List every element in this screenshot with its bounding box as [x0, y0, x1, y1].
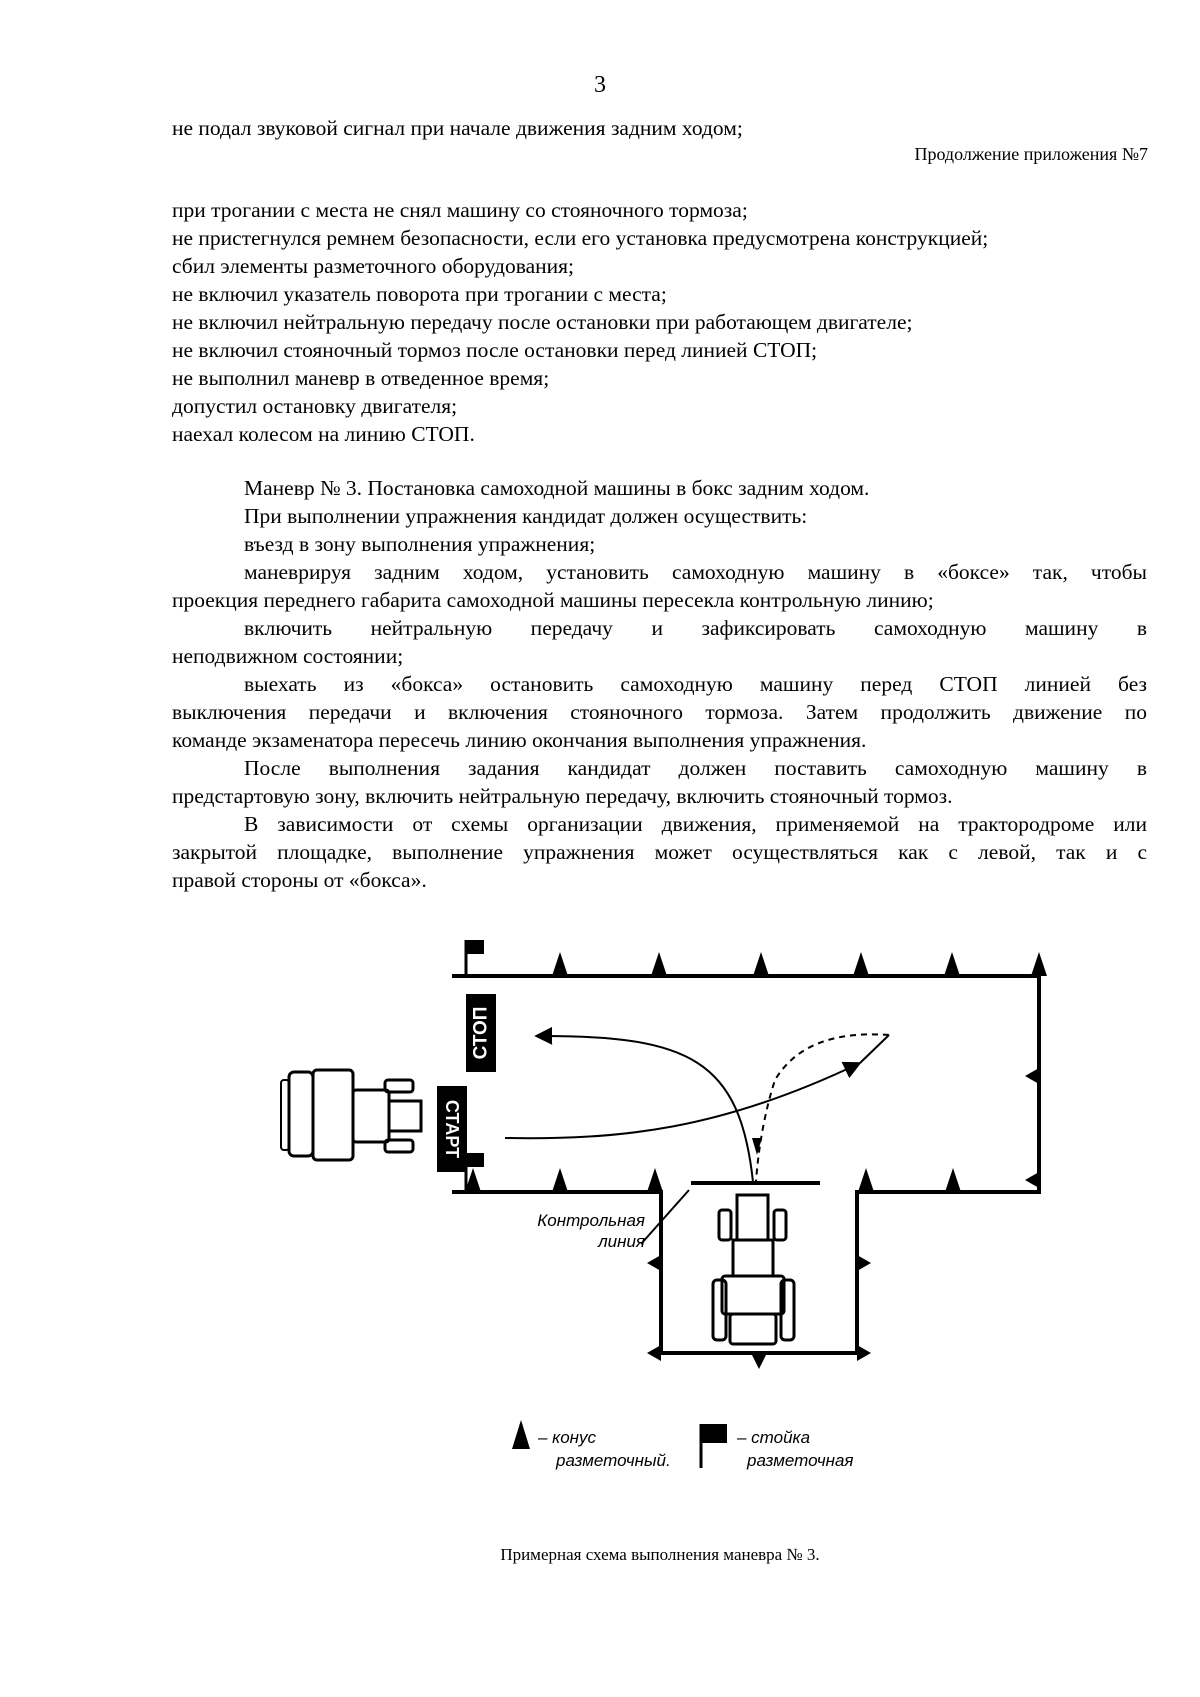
stop-label: СТОП	[470, 1006, 492, 1060]
cone	[647, 1255, 661, 1271]
legend-post-label: разметочная	[747, 1451, 854, 1470]
tractor-box-icon	[713, 1195, 794, 1344]
legend-cone-label: – конус	[538, 1428, 597, 1447]
maneuver-scheme-note: закрытой площадке, выполнение упражнения может осуществляться как с левой, так и с	[172, 840, 1147, 864]
cone	[651, 952, 667, 976]
annex-label: Продолжение приложения №7	[914, 144, 1148, 164]
stop-sign	[466, 994, 496, 1072]
maneuver-step: въезд в зону выполнения упражнения;	[244, 532, 596, 556]
maneuver-title: Маневр № 3. Постановка самоходной машины в бокс задним ходом.	[244, 476, 870, 500]
start-label: СТАРТ	[442, 1099, 462, 1159]
maneuver-scheme-note: правой стороны от «бокса».	[172, 868, 427, 892]
trajectory-paths	[505, 1034, 889, 1182]
maneuver-after: предстартовую зону, включить нейтральную передачу, включить стояночный тормоз.	[172, 784, 953, 808]
maneuver-step: выехать из «бокса» остановить самоходную машину перед СТОП линией без	[244, 672, 1147, 696]
maneuver-step: включить нейтральную передачу и зафиксировать самоходную машину в	[244, 616, 1147, 640]
cone	[552, 1168, 568, 1192]
path-reverse-dashed	[756, 1034, 889, 1182]
cone	[857, 1255, 871, 1271]
path-reverse-exit	[536, 1036, 753, 1182]
cone	[552, 952, 568, 976]
path-forward	[860, 1035, 889, 1063]
cone	[1025, 1068, 1039, 1084]
page-number: 3	[594, 72, 606, 98]
error-item: сбил элементы разметочного оборудования;	[172, 254, 575, 278]
maneuver-scheme-note: В зависимости от схемы организации движения, применяемой на трактородроме или	[244, 812, 1147, 836]
legend	[512, 1420, 854, 1470]
legend-post-label: – стойка	[737, 1428, 811, 1447]
path-reverse-arrow	[752, 1138, 762, 1155]
cone	[944, 952, 960, 976]
control-line-label: Контрольная	[537, 1211, 645, 1230]
tractor-start-icon	[281, 1070, 421, 1160]
figure-caption: Примерная схема выполнения маневра № 3.	[500, 1545, 820, 1564]
cone	[1031, 952, 1047, 976]
maneuver-step: неподвижном состоянии;	[172, 644, 404, 668]
error-item: не включил указатель поворота при трогании с места;	[172, 282, 667, 306]
control-line-label: линия	[598, 1232, 645, 1251]
error-item: не включил нейтральную передачу после остановки при работающем двигателе;	[172, 310, 913, 334]
error-item: наехал колесом на линию СТОП.	[172, 422, 475, 446]
cone	[751, 1353, 767, 1369]
start-sign	[437, 1086, 467, 1172]
maneuver-step: маневрируя задним ходом, установить самоходную машину в «боксе» так, чтобы	[244, 560, 1147, 584]
cones-top	[465, 952, 1047, 1369]
path-entry	[505, 1063, 860, 1138]
maneuver-after: После выполнения задания кандидат должен поставить самоходную машину в	[244, 756, 1147, 780]
error-item: при трогании с места не снял машину со стояночного тормоза;	[172, 198, 748, 222]
cone	[1025, 1172, 1039, 1188]
cone	[858, 1168, 874, 1192]
cone	[647, 1168, 663, 1192]
control-line-leader	[641, 1190, 689, 1244]
course-outline	[452, 976, 1039, 1353]
maneuver-intro: При выполнении упражнения кандидат должен осуществить:	[244, 504, 808, 528]
maneuver-step: команде экзаменатора пересечь линию окончания выполнения упражнения.	[172, 728, 867, 752]
legend-cone-icon	[512, 1420, 530, 1449]
cone	[647, 1345, 661, 1361]
maneuver-step: выключения передачи и включения стояночного тормоза. Затем продолжить движение по	[172, 700, 1147, 724]
text-line: не подал звуковой сигнал при начале движения задним ходом;	[172, 116, 743, 140]
marker-post	[466, 940, 484, 976]
cone	[945, 1168, 961, 1192]
error-item: не включил стояночный тормоз после остановки перед линией СТОП;	[172, 338, 818, 362]
error-item: допустил остановку двигателя;	[172, 394, 458, 418]
cone	[753, 952, 769, 976]
cone	[853, 952, 869, 976]
maneuver-step: проекция переднего габарита самоходной машины пересекла контрольную линию;	[172, 588, 934, 612]
legend-cone-label: разметочный.	[556, 1451, 671, 1470]
cone	[857, 1345, 871, 1361]
error-item: не выполнил маневр в отведенное время;	[172, 366, 550, 390]
error-item: не пристегнулся ремнем безопасности, если его установка предусмотрена конструкцией;	[172, 226, 989, 250]
